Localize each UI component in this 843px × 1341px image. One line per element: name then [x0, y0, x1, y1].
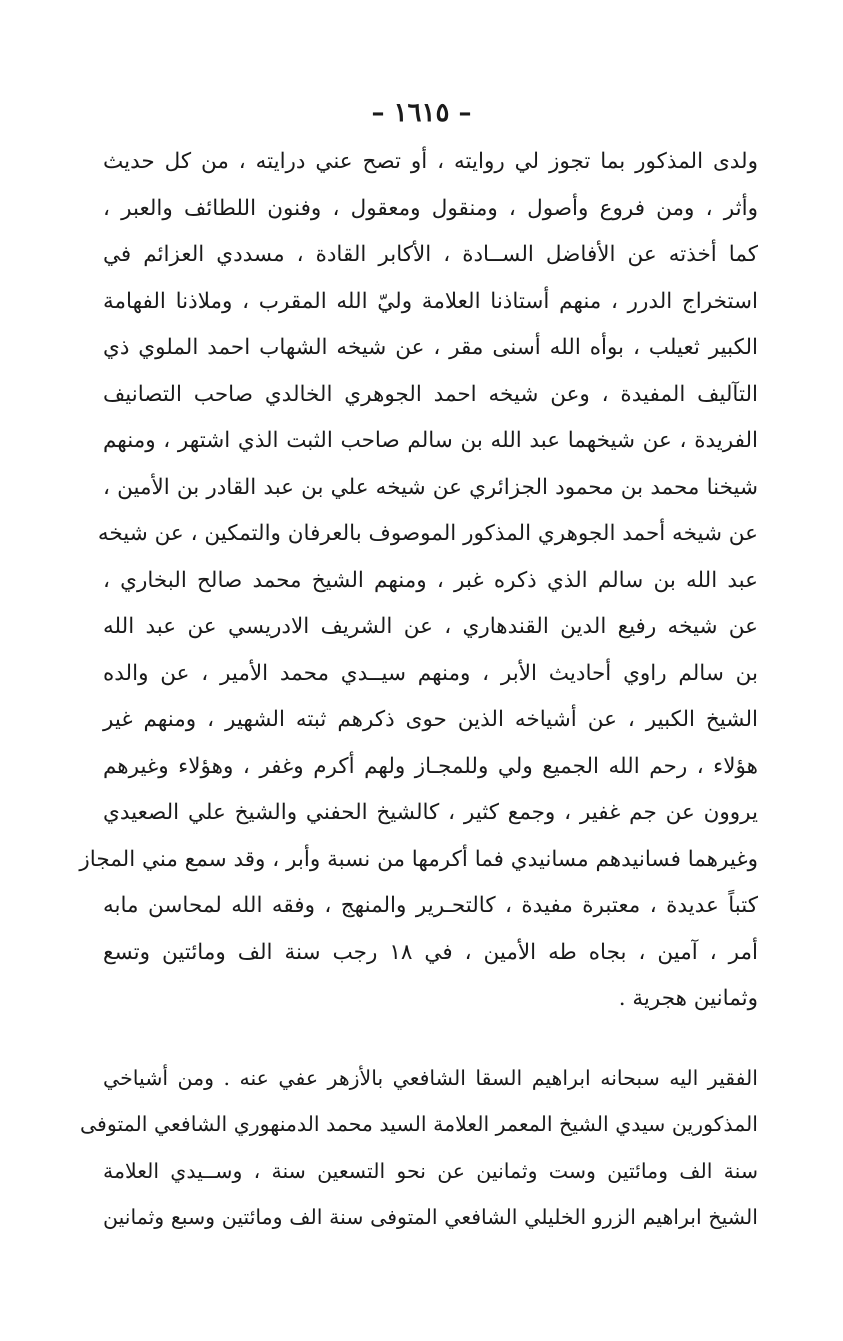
text-line: كما أخذته عن الأفاضل الســادة ، الأكابر القادة ، مسددي العزائم في: [103, 242, 758, 267]
text-line: يروون عن جم غفير ، وجمع كثير ، كالشيخ الحفني والشيخ علي الصعيدي: [103, 800, 758, 825]
text-line: التآليف المفيدة ، وعن شيخه احمد الجوهري الخالدي صاحب التصانيف: [103, 381, 758, 407]
text-line: الكبير ثعيلب ، بوأه الله أسنى مقر ، عن شيخه الشهاب احمد الملوي ذي: [103, 335, 758, 360]
text-line: المذكورين سيدي الشيخ المعمر العلامة السيد محمد الدمنهوري الشافعي المتوفى: [79, 1112, 758, 1136]
paragraph-1: [79, 139, 758, 1023]
text-line: سنة الف ومائتين وست وثمانين عن نحو التسعين سنة ، وســيدي العلامة: [103, 1158, 758, 1183]
text-line: هؤلاء ، رحم الله الجميع ولي وللمجـاز ولهم أكرم وغفر ، وهؤلاء وغيرهم: [103, 753, 758, 779]
page-number: – ١٦١٥ –: [371, 98, 472, 128]
text-line: شيخنا محمد بن محمود الجزائري عن شيخه علي بن عبد القادر بن الأمين ،: [103, 474, 758, 500]
text-line: وغيرهما فسانيدهم مسانيدي فما أكرمها من نسبة وأبر ، وقد سمع مني المجاز: [79, 846, 758, 872]
text-line: عن شيخه رفيع الدين القندهاري ، عن الشريف الادريسي عن عبد الله: [103, 614, 758, 639]
text-line: الفقير اليه سبحانه ابراهيم السقا الشافعي بالأزهر عفي عنه . ومن أشياخي: [103, 1065, 758, 1090]
text-line: بن سالم راوي أحاديث الأبر ، ومنهم سيــدي محمد الأمير ، عن والده: [103, 660, 758, 686]
text-line: وثمانين هجرية .: [618, 986, 758, 1011]
text-line: الشيخ ابراهيم الزرو الخليلي الشافعي المتوفى سنة الف ومائتين وسبع وثمانين: [103, 1205, 758, 1229]
text-line: عبد الله بن سالم الذي ذكره غبر ، ومنهم الشيخ محمد صالح البخاري ،: [103, 567, 758, 593]
body-text: [79, 139, 758, 1241]
text-line: كتباً عديدة ، معتبرة مفيدة ، كالتحـرير والمنهج ، وفقه الله لمحاسن مابه: [103, 893, 758, 918]
text-line: استخراج الدرر ، منهم أستاذنا العلامة وليّ الله المقرب ، وملاذنا الفهامة: [103, 288, 758, 314]
text-line: عن شيخه أحمد الجوهري المذكور الموصوف بالعرفان والتمكين ، عن شيخه: [97, 521, 758, 546]
text-line: ولدى المذكور بما تجوز لي روايته ، أو تصح عني درايته ، من كل حديث: [103, 149, 758, 174]
paragraph-gap: [103, 1023, 758, 1055]
text-line: أمر ، آمين ، بجاه طه الأمين ، في ١٨ رجب سنة الف ومائتين وتسع: [103, 939, 758, 965]
text-line: الفريدة ، عن شيخهما عبد الله بن سالم صاحب الثبت الذي اشتهر ، ومنهم: [103, 428, 758, 453]
text-line: وأثر ، ومن فروع وأصول ، ومنقول ومعقول ، وفنون اللطائف والعبر ،: [103, 195, 758, 221]
text-line: الشيخ الكبير ، عن أشياخه الذين حوى ذكرهم ثبته الشهير ، ومنهم غير: [103, 707, 758, 732]
paragraph-2: [79, 1055, 758, 1241]
